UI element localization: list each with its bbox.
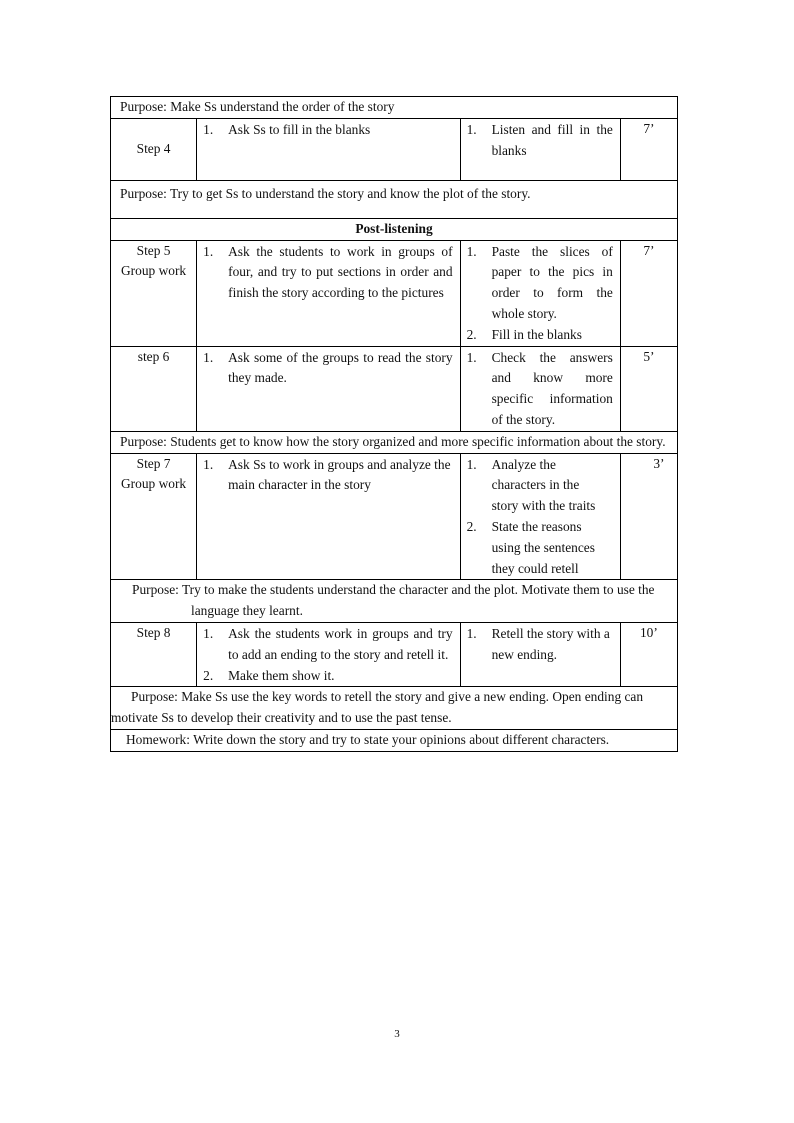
step-label: Step 7 Group work bbox=[111, 453, 197, 580]
list-item: 1. Ask the students work in groups and try to add an ending to the story and retell it. bbox=[203, 625, 453, 662]
step-label: Step 8 bbox=[111, 622, 197, 686]
page-number: 3 bbox=[394, 1028, 400, 1040]
step-label: step 6 bbox=[111, 346, 197, 431]
teacher-activity-cell bbox=[197, 118, 460, 180]
list-item: 1. Retell the story with a new ending. bbox=[466, 625, 610, 662]
table-row bbox=[111, 453, 678, 580]
table-row bbox=[111, 622, 678, 686]
lesson-plan-table bbox=[110, 96, 678, 752]
purpose-row bbox=[111, 431, 678, 453]
table-row bbox=[111, 346, 678, 431]
time-cell: 7’ bbox=[620, 118, 677, 180]
list-item: 1. Analyze the characters in the story with the traits bbox=[466, 456, 596, 514]
purpose-text: Purpose: Make Ss understand the order of the story bbox=[111, 97, 678, 119]
purpose-text: Purpose: Make Ss use the key words to retell the story and give a new ending. Open ending can motivate Ss to develop their creativity and to use the past tense. bbox=[111, 687, 678, 730]
list-item: 1. Ask some of the groups to read the story they made. bbox=[203, 349, 453, 386]
section-heading: Post-listening bbox=[111, 218, 678, 240]
list-item: 1. Ask Ss to fill in the blanks bbox=[203, 121, 371, 137]
teacher-activity-cell bbox=[197, 622, 460, 686]
teacher-activity-cell bbox=[197, 346, 460, 431]
time-cell: 7’ bbox=[620, 240, 677, 346]
student-activity-cell bbox=[460, 240, 620, 346]
homework-text: Homework: Write down the story and try to state your opinions about different characters. bbox=[111, 729, 678, 751]
student-activity-cell bbox=[460, 346, 620, 431]
time-cell: 10’ bbox=[620, 622, 677, 686]
list-item: 1. Ask Ss to work in groups and analyze the main character in the story bbox=[203, 456, 451, 493]
list-item: 1. Check the answers and know more specific information of the story. bbox=[466, 349, 613, 427]
step-label bbox=[111, 118, 197, 180]
list-item: 2. Fill in the blanks bbox=[466, 326, 582, 342]
purpose-row bbox=[111, 687, 678, 730]
student-activity-cell bbox=[460, 453, 620, 580]
purpose-text: Purpose: Students get to know how the story organized and more specific information about the story. bbox=[111, 431, 678, 453]
purpose-row bbox=[111, 97, 678, 119]
section-row bbox=[111, 218, 678, 240]
step-label: Step 5 Group work bbox=[111, 240, 197, 346]
time-cell: 5’ bbox=[620, 346, 677, 431]
purpose-row bbox=[111, 580, 678, 623]
student-activity-cell bbox=[460, 118, 620, 180]
homework-row bbox=[111, 729, 678, 751]
time-cell: 3’ bbox=[620, 453, 677, 580]
table-row bbox=[111, 240, 678, 346]
list-item: 1. Paste the slices of paper to the pics in order to form the whole story. bbox=[466, 243, 613, 321]
list-item: 2. State the reasons using the sentences they could retell bbox=[466, 518, 595, 576]
teacher-activity-cell bbox=[197, 453, 460, 580]
purpose-row bbox=[111, 180, 678, 218]
student-activity-cell bbox=[460, 622, 620, 686]
teacher-activity-cell bbox=[197, 240, 460, 346]
list-item: 1. Listen and fill in the blanks bbox=[466, 121, 613, 158]
purpose-text: Purpose: Try to get Ss to understand the story and know the plot of the story. bbox=[111, 180, 678, 218]
list-item: 1. Ask the students to work in groups of four, and try to put sections in order and finish the story according to the pictures bbox=[203, 243, 453, 301]
step-label-text: Step 4 bbox=[136, 140, 171, 156]
list-item: 2. Make them show it. bbox=[203, 667, 335, 683]
table-row bbox=[111, 118, 678, 180]
purpose-text: Purpose: Try to make the students understand the character and the plot. Motivate them to use the language they learnt. bbox=[111, 580, 678, 623]
